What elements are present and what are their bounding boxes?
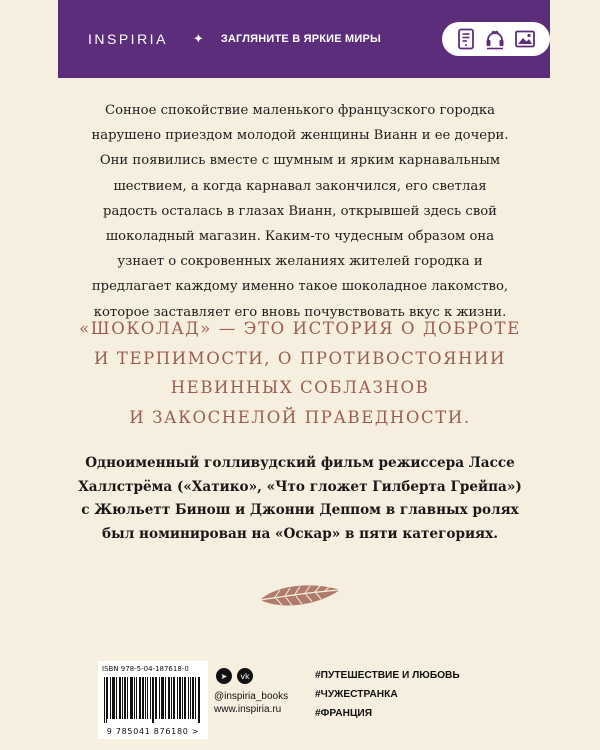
barcode-bar (180, 677, 181, 719)
barcode-bar (198, 677, 199, 723)
barcode-digits: 9 785041 876180 > (106, 727, 200, 736)
barcode-bar (162, 677, 163, 719)
barcode-bar (104, 677, 105, 723)
barcode-bar (171, 677, 172, 719)
barcode-bar (155, 677, 156, 719)
format-icons-pill (442, 22, 550, 56)
film-line: Халлстрёма («Хатико», «Что гложет Гилберта Грейпа») (78, 478, 522, 495)
slogan-text: ЗАГЛЯНИТЕ В ЯРКИЕ МИРЫ (220, 33, 382, 45)
barcode-bar (112, 677, 113, 719)
barcode-bar (165, 677, 166, 719)
barcode-bar (182, 677, 183, 719)
film-line: Одноименный голливудский фильм режиссера Лассе (85, 455, 515, 471)
barcode-bar (177, 677, 178, 719)
barcode-bar (125, 677, 126, 719)
barcode-bar (110, 677, 111, 719)
brand-logo: INSPIRIA (88, 31, 168, 47)
barcode-bar (119, 677, 120, 719)
barcode-bar (127, 677, 128, 719)
barcode-bar (190, 677, 191, 719)
barcode-bar (174, 677, 175, 719)
barcode-bar (139, 677, 140, 719)
isbn-text: ISBN 978-5-04-187618-0 (102, 665, 189, 673)
film-line: был номинирован на «Оскар» в пяти категориях. (102, 525, 498, 542)
barcode-bar (120, 677, 121, 719)
barcode-bar (150, 677, 151, 719)
barcode-bar (107, 677, 108, 719)
image-icon (514, 29, 536, 49)
barcode-bar (168, 677, 169, 719)
barcode-bar (130, 677, 131, 719)
barcode-bar (145, 677, 146, 719)
barcode-bar (193, 677, 194, 719)
social-block (214, 668, 306, 715)
barcode-bar (161, 677, 162, 719)
barcode-bar (116, 677, 117, 719)
publisher-banner (58, 0, 550, 78)
barcode-bar (184, 677, 185, 719)
barcode-bar (113, 677, 114, 719)
barcode-bar (185, 677, 186, 719)
barcode-box (98, 661, 208, 739)
barcode-bar (163, 677, 164, 719)
ebook-icon (456, 28, 476, 50)
barcode-bar (124, 677, 125, 719)
sparkle-icon: ✦ (192, 31, 204, 47)
barcode-bar (188, 677, 189, 719)
barcode-bar (122, 677, 123, 719)
barcode-bar (156, 677, 157, 719)
barcode-bar (159, 677, 160, 719)
barcode-bar (140, 677, 141, 719)
barcode-bar (142, 677, 143, 719)
social-handle[interactable]: @inspiria_books (214, 691, 289, 702)
quote-line: «ШОКОЛАД» — ЭТО ИСТОРИЯ О ДОБРОТЕ (79, 319, 521, 338)
book-annotation: Сонное спокойствие маленького французского городка нарушено приездом молодой женщины Вианн и ее дочери. Они появились вместе с шумным и ярким карнавальным шествием, а когда карнавал закончился, его светлая радость осталась в глазах Вианн, открывшей здесь свой шоколадный магазин. Каким-то чудесным образом она узнает о сокровенных желаниях жителей городка и предлагает каждому именно такое шоколадное лакомство, которое заставляет его вновь почувствовать вкус к жизни. (91, 103, 509, 320)
barcode-bar (169, 677, 170, 719)
quote-line: И ЗАКОСНЕЛОЙ ПРАВЕДНОСТИ. (129, 407, 471, 427)
website-link[interactable]: www.inspiria.ru (214, 704, 282, 715)
barcode-bar (179, 677, 180, 719)
audiobook-icon (484, 28, 506, 50)
barcode-bar (114, 677, 115, 719)
quote-line: НЕВИННЫХ СОБЛАЗНОВ (170, 378, 430, 397)
quote-line: И ТЕРПИМОСТИ, О ПРОТИВОСТОЯНИИ (94, 348, 506, 368)
barcode-bar (199, 677, 200, 723)
barcode-bar (106, 677, 107, 723)
telegram-icon[interactable]: ➤ (216, 668, 232, 684)
barcode-bar (152, 677, 153, 723)
hashtag: #ФРАНЦИЯ (315, 708, 373, 719)
barcode-bar (147, 677, 148, 719)
barcode-bar (153, 677, 154, 723)
hashtag: #ЧУЖЕСТРАНКА (315, 689, 398, 700)
barcode-bar (131, 677, 132, 719)
barcode-bar (195, 677, 196, 719)
barcode-bar (134, 677, 135, 719)
leaf-ornament (256, 580, 344, 612)
hashtags (315, 666, 460, 723)
barcode-bar (132, 677, 133, 719)
vk-icon[interactable]: vk (237, 668, 253, 684)
barcode-bar (173, 677, 174, 719)
tagline-quote (60, 314, 540, 432)
barcode-bar (136, 677, 137, 719)
film-line: с Жюльетт Бинош и Джонни Деппом в главных ролях (81, 502, 519, 518)
hashtag: #ПУТЕШЕСТВИЕ И ЛЮБОВЬ (315, 670, 460, 681)
film-info (70, 452, 530, 546)
barcode-bars (104, 677, 202, 723)
barcode-bar (192, 677, 193, 719)
barcode-bar (143, 677, 144, 719)
